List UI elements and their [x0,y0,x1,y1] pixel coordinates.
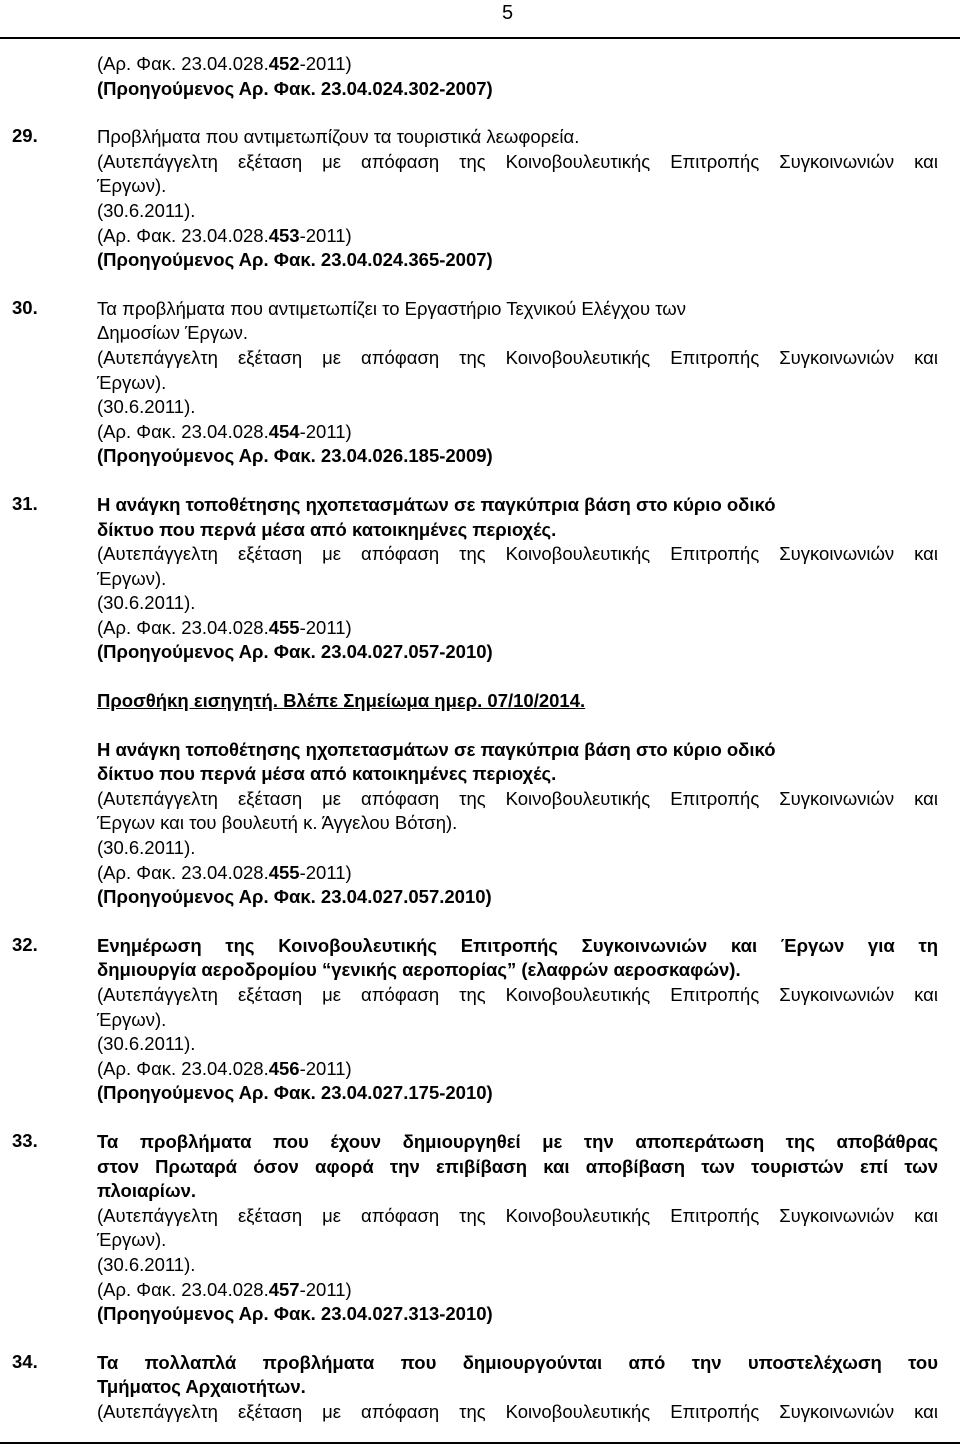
item-number: 32. [12,933,38,955]
referral-date: (30.6.2011). [97,1253,196,1275]
previous-file-number: (Προηγούμενος Αρ. Φακ. 23.04.026.185-2009) [97,445,493,467]
file-number: (Αρ. Φακ. 23.04.028.456-2011) [97,1057,352,1079]
referral-date: (30.6.2011). [97,199,196,221]
item-28-continuation [0,52,960,101]
item-title-cont: πλοιαρίων. [97,1180,196,1202]
referral-date: (30.6.2011). [97,837,196,859]
item-title: Τα πολλαπλά προβλήματα που δημιουργούνται από την υποστελέχωση του [97,1351,938,1373]
item-number: 29. [12,125,38,147]
file-number: (Αρ. Φακ. 23.04.028.457-2011) [97,1278,352,1300]
item-number: 31. [12,492,38,514]
referral-text-cont: Έργων). [97,175,167,197]
item-number: 30. [12,296,38,318]
item-title: Τα προβλήματα που αντιμετωπίζει το Εργαστήριο Τεχνικού Ελέγχου των [97,297,686,319]
referral-date: (30.6.2011). [97,592,196,614]
agenda-content [0,52,960,1425]
item-title-cont: στον Πρωταρά όσον αφορά την επιβίβαση και αποβίβαση των τουριστών επί των [97,1155,938,1177]
referral-date: (30.6.2011). [97,1033,196,1055]
referral-text-cont: Έργων). [97,1008,167,1030]
agenda-item-32 [0,934,960,1106]
referral-date: (30.6.2011). [97,396,196,418]
item-title-cont: Τμήματος Αρχαιοτήτων. [97,1376,306,1398]
item-title-cont: Δημοσίων Έργων. [97,322,249,344]
previous-file-number: (Προηγούμενος Αρ. Φακ. 23.04.024.302-2007) [97,77,493,99]
previous-file-number: (Προηγούμενος Αρ. Φακ. 23.04.027.175-2010) [97,1082,493,1104]
previous-file-number: (Προηγούμενος Αρ. Φακ. 23.04.024.365-2007) [97,249,493,271]
referral-text: (Αυτεπάγγελτη εξέταση με απόφαση της Κοινοβουλευτικής Επιτροπής Συγκοινωνιών και [97,984,938,1005]
file-number: (Αρ. Φακ. 23.04.028.455-2011) [97,861,352,883]
referral-text-cont: Έργων). [97,1229,167,1251]
agenda-item-34 [0,1351,960,1425]
file-number: (Αρ. Φακ. 23.04.028.452-2011) [97,53,352,74]
referral-text: (Αυτεπάγγελτη εξέταση με απόφαση της Κοινοβουλευτικής Επιτροπής Συγκοινωνιών και [97,346,938,368]
referral-text-cont: Έργων). [97,567,167,589]
item-title: Προβλήματα που αντιμετωπίζουν τα τουριστικά λεωφορεία. [97,126,580,148]
referral-text: (Αυτεπάγγελτη εξέταση με απόφαση της Κοινοβουλευτικής Επιτροπής Συγκοινωνιών και [97,150,938,172]
item-number: 33. [12,1129,38,1151]
previous-file-number: (Προηγούμενος Αρ. Φακ. 23.04.027.313-2010) [97,1303,493,1325]
previous-file-number: (Προηγούμενος Αρ. Φακ. 23.04.027.057-2010) [97,641,493,663]
referral-text: (Αυτεπάγγελτη εξέταση με απόφαση της Κοινοβουλευτικής Επιτροπής Συγκοινωνιών και [97,787,938,809]
rapporteur-addition [0,689,960,910]
item-title-cont: δημιουργία αεροδρομίου “γενικής αεροπορίας” (ελαφρών αεροσκαφών). [97,959,741,981]
referral-text: (Αυτεπάγγελτη εξέταση με απόφαση της Κοινοβουλευτικής Επιτροπής Συγκοινωνιών και [97,1204,938,1226]
item-title: Τα προβλήματα που έχουν δημιουργηθεί με την αποπεράτωση της αποβάθρας [97,1130,938,1152]
item-title-cont: δίκτυο που περνά μέσα από κατοικημένες περιοχές. [97,763,557,785]
agenda-item-30 [0,297,960,469]
addition-note: Προσθήκη εισηγητή. Βλέπε Σημείωμα ημερ. 07/10/2014. [97,690,586,712]
page-number: 5 [502,2,514,24]
referral-text: (Αυτεπάγγελτη εξέταση με απόφαση της Κοινοβουλευτικής Επιτροπής Συγκοινωνιών και [97,543,938,565]
previous-file-number: (Προηγούμενος Αρ. Φακ. 23.04.027.057.2010) [97,886,492,908]
item-number: 34. [12,1350,38,1372]
referral-text-cont: Έργων και του βουλευτή κ. Άγγελου Βότση). [97,812,458,834]
file-number: (Αρ. Φακ. 23.04.028.455-2011) [97,616,352,638]
agenda-item-29 [0,125,960,273]
item-title: Η ανάγκη τοποθέτησης ηχοπετασμάτων σε παγκύπρια βάση στο κύριο οδικό [97,493,776,515]
agenda-item-33 [0,1130,960,1327]
referral-text: (Αυτεπάγγελτη εξέταση με απόφαση της Κοινοβουλευτικής Επιτροπής Συγκοινωνιών και [97,1400,938,1422]
agenda-item-31 [0,493,960,665]
item-title: Η ανάγκη τοποθέτησης ηχοπετασμάτων σε παγκύπρια βάση στο κύριο οδικό [97,738,776,760]
file-number: (Αρ. Φακ. 23.04.028.453-2011) [97,224,352,246]
referral-text-cont: Έργων). [97,371,167,393]
top-rule [0,37,960,39]
file-number: (Αρ. Φακ. 23.04.028.454-2011) [97,420,352,442]
item-title-cont: δίκτυο που περνά μέσα από κατοικημένες περιοχές. [97,518,557,540]
item-title: Ενημέρωση της Κοινοβουλευτικής Επιτροπής Συγκοινωνιών και Έργων για τη [97,934,938,956]
